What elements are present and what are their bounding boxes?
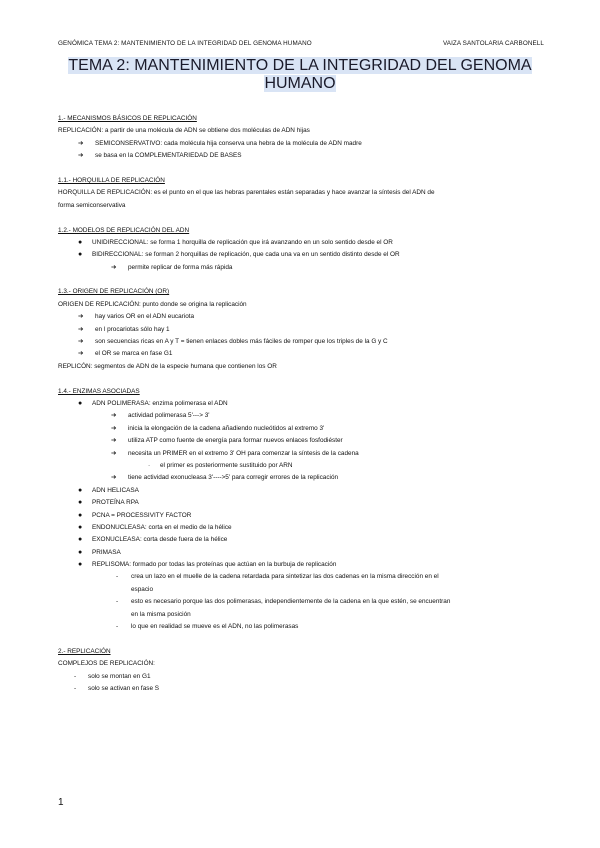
section-heading: 1.4.- ENZIMAS ASOCIADAS [58, 387, 140, 395]
definition: REPLICÓN: segmentos de ADN de la especie humana que contienen los OR [58, 362, 277, 370]
title-line-1: TEMA 2: MANTENIMIENTO DE LA INTEGRIDAD DEL GENOMA [68, 57, 532, 74]
dash-item [58, 596, 548, 608]
arrow-icon: ➔ [111, 437, 117, 445]
item-text: utiliza ATP como fuente de energía para formar nuevos enlaces fosfodiéster [128, 437, 343, 445]
arrow-item [58, 150, 548, 162]
arrow-icon: ➔ [78, 152, 84, 160]
arrow-icon: ➔ [111, 263, 117, 271]
item-text: actividad polimerasa 5'---> 3' [128, 412, 210, 420]
sub-bullet-item [58, 460, 548, 472]
item-text: el primer es posteriormente sustituido por ARN [160, 461, 293, 469]
arrow-item [58, 410, 548, 422]
arrow-icon: ➔ [111, 449, 117, 457]
bullet-icon: ● [78, 536, 83, 544]
item-text: crea un lazo en el muelle de la cadena retardada para sintetizar las dos cadenas en la misma dirección en el [131, 573, 439, 581]
item-text: hay varios OR en el ADN eucariota [95, 313, 195, 321]
arrow-icon: ➔ [78, 139, 84, 147]
arrow-icon: ➔ [111, 474, 117, 482]
page-number: 1 [58, 797, 64, 808]
bullet-item [58, 485, 548, 497]
arrow-item [58, 423, 548, 435]
definition: ORIGEN DE REPLICACIÓN: punto donde se origina la replicación [58, 300, 247, 308]
arrow-item [58, 262, 548, 274]
item-text: se basa en la COMPLEMENTARIEDAD DE BASES [95, 152, 242, 160]
arrow-item [58, 348, 548, 360]
section-heading: 1.2.- MODELOS DE REPLICACIÓN DEL ADN [58, 226, 190, 234]
bullet-icon: ● [78, 399, 83, 407]
running-header-left: GENÓMICA TEMA 2: MANTENIMIENTO DE LA INTEGRIDAD DEL GENOMA HUMANO [58, 40, 312, 47]
item-text: solo se activan en fase S [88, 684, 160, 692]
definition: REPLICACIÓN: a partir de una molécula de ADN se obtiene dos moléculas de ADN hijas [58, 127, 310, 135]
arrow-icon: ➔ [78, 325, 84, 333]
item-text: ENDONUCLEASA: corta en el medio de la hélice [92, 523, 232, 531]
bullet-icon: ● [78, 523, 83, 531]
definition: HORQUILLA DE REPLICACIÓN: es el punto en el que las hebras parentales están separadas y hace avanzar la síntesis del ADN de [58, 189, 435, 197]
subheading: COMPLEJOS DE REPLICACIÓN: [58, 660, 155, 668]
section-heading: 2.- REPLICACIÓN [58, 647, 111, 655]
arrow-item [58, 472, 548, 484]
bullet-item [58, 510, 548, 522]
section-heading: 1.- MECANISMOS BÁSICOS DE REPLICACIÓN [58, 115, 197, 122]
bullet-item [58, 522, 548, 534]
item-text: inicia la elongación de la cadena añadiendo nucleótidos al extremo 3' [128, 424, 325, 432]
dash-item [58, 621, 548, 633]
bullet-item [58, 497, 548, 509]
item-text: PRIMASA [92, 548, 121, 556]
dash-icon: - [116, 573, 119, 581]
bullet-item [58, 559, 548, 571]
item-text: ADN HELICASA [92, 486, 139, 494]
dash-icon: - [116, 598, 119, 606]
item-text: PROTEÍNA RPA [92, 499, 139, 507]
bullet-icon: ● [78, 251, 83, 259]
running-header-right: VAIZA SANTOLARIA CARBONELL [442, 40, 544, 47]
item-text: solo se montan en G1 [88, 672, 151, 680]
section-heading: 1.1.- HORQUILLA DE REPLICACIÓN [58, 176, 165, 184]
bullet-icon: ● [78, 511, 83, 519]
dash-icon: - [74, 684, 77, 692]
dot-icon: · [148, 461, 151, 469]
arrow-item [58, 336, 548, 348]
item-text: BIDIRECCIONAL: se forman 2 horquillas de replicación, que cada una va en un sentido distinto desde el OR [92, 251, 400, 259]
arrow-icon: ➔ [78, 313, 84, 321]
arrow-icon: ➔ [78, 338, 84, 346]
dash-icon: - [74, 672, 77, 680]
page-title [58, 57, 542, 93]
item-text: tiene actividad exonucleasa 3'---->5' para corregir errores de la replicación [128, 474, 339, 482]
document-body [58, 113, 548, 695]
section-heading: 1.3.- ORIGEN DE REPLICACIÓN (OR) [58, 288, 170, 296]
dash-icon: - [116, 623, 119, 631]
item-text: son secuencias ricas en A y T = tienen enlaces dobles más fáciles de romper que los triples de la G y C [95, 338, 388, 346]
arrow-item [58, 435, 548, 447]
item-text: en l procariotas sólo hay 1 [95, 325, 170, 333]
bullet-item [58, 398, 548, 410]
bullet-icon: ● [78, 238, 83, 246]
dash-item [58, 671, 548, 683]
dash-item [58, 683, 548, 695]
bullet-icon: ● [78, 561, 83, 569]
dash-item-cont: espacio [131, 585, 154, 593]
item-text: SEMICONSERVATIVO: cada molécula hija conserva una hebra de la molécula de ADN madre [95, 139, 362, 147]
title-line-2: HUMANO [264, 75, 336, 92]
bullet-icon: ● [78, 486, 83, 494]
item-text: el OR se marca en fase G1 [95, 350, 173, 358]
bullet-icon: ● [78, 548, 83, 556]
definition-cont: forma semiconservativa [58, 201, 126, 209]
arrow-icon: ➔ [111, 424, 117, 432]
item-text: REPLISOMA: formado por todas las proteínas que actúan en la burbuja de replicación [92, 561, 337, 569]
item-text: permite replicar de forma más rápida [128, 263, 233, 271]
bullet-item [58, 237, 548, 249]
arrow-icon: ➔ [78, 350, 84, 358]
arrow-item [58, 324, 548, 336]
bullet-item [58, 249, 548, 261]
dash-item-cont: en la misma posición [131, 610, 191, 618]
bullet-icon: ● [78, 499, 83, 507]
bullet-item [58, 534, 548, 546]
item-text: EXONUCLEASA: corta desde fuera de la hélice [92, 536, 228, 544]
item-text: ADN POLIMERASA: enzima polimerasa el ADN [92, 399, 228, 407]
dash-item [58, 571, 548, 583]
item-text: lo que en realidad se mueve es el ADN, no las polimerasas [131, 623, 299, 631]
item-text: esto es necesario porque las dos polimerasas, independientemente de la cadena en la que estén, se encuentran [131, 598, 451, 606]
item-text: UNIDIRECCIONAL: se forma 1 horquilla de replicación que irá avanzando en un solo sentido desde el OR [92, 238, 393, 246]
item-text: PCNA = PROCESSIVITY FACTOR [92, 511, 192, 519]
arrow-icon: ➔ [111, 412, 117, 420]
item-text: necesita un PRIMER en el extremo 3' OH para comenzar la síntesis de la cadena [128, 449, 359, 457]
arrow-item [58, 448, 548, 460]
arrow-item [58, 138, 548, 150]
arrow-item [58, 311, 548, 323]
bullet-item [58, 547, 548, 559]
